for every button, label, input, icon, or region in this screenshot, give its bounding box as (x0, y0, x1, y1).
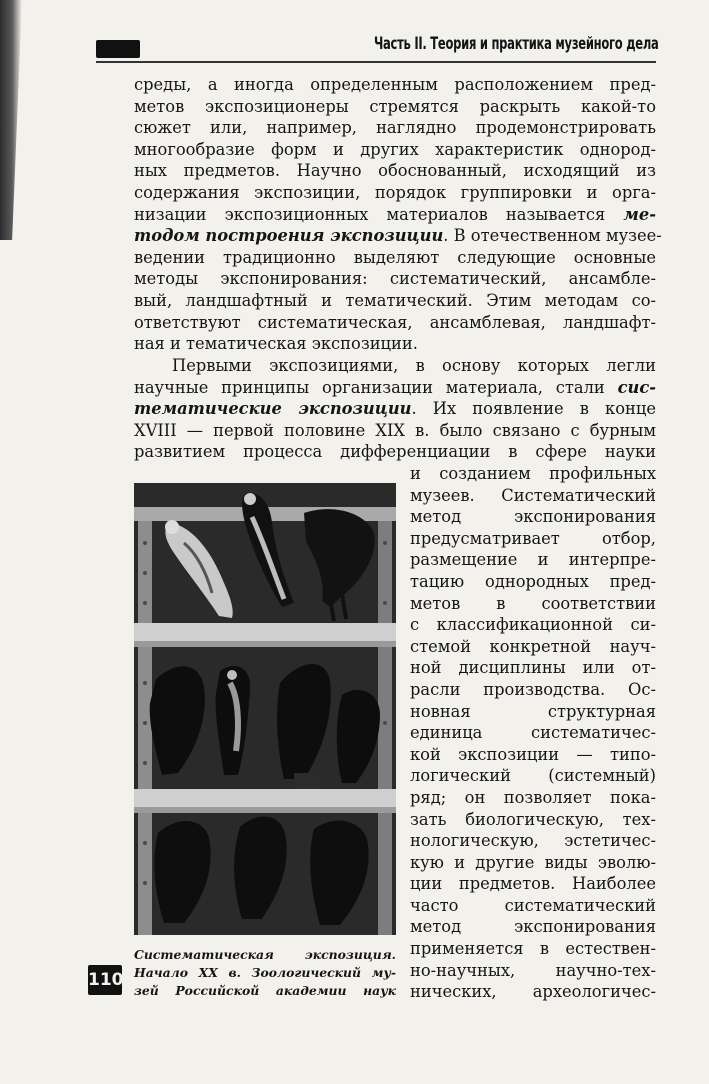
text-line: ответствуют систематическая, ансамблевая, ландшафт- (134, 312, 656, 332)
text-run: . Их появление в конце (411, 399, 656, 419)
text-line: нологическую, эстетичес- (410, 831, 656, 851)
text-line: с классификационной си- (410, 615, 656, 635)
text-line: предусматривает отбор, (410, 528, 656, 548)
header-rule (96, 61, 656, 63)
text-line: музеев. Систематический (410, 485, 656, 505)
text-line: вый, ландшафтный и тематический. Этим методам со- (134, 290, 656, 310)
text-line: XVIII — первой половине XIX в. было связано с бурным (134, 420, 656, 440)
text-line: метод экспонирования (410, 507, 656, 527)
text-line: тацию однородных пред- (410, 571, 656, 591)
text-line: ных предметов. Научно обоснованный, исходящий из (134, 161, 656, 181)
text-line: ной дисциплины или от- (410, 658, 656, 678)
text-run: . В отечественном музее- (443, 226, 662, 246)
emphasized-term: тематические экспозиции (134, 399, 412, 419)
text-line: Первыми экспозициями, в основу которых легли (172, 356, 656, 375)
text-line: ции предметов. Наиболее (410, 874, 656, 894)
text-line: метов экспозиционеры стремятся раскрыть какой-то (134, 96, 656, 116)
paragraph-2 (134, 355, 656, 463)
emphasized-term: сис- (617, 377, 656, 397)
text-line: размещение и интерпре- (410, 550, 656, 570)
page-number: 110 (88, 965, 122, 995)
caption-line: зей Российской академии наук (134, 983, 396, 998)
text-run: низации экспозиционных материалов называется (134, 204, 606, 224)
text-line: методы экспонирования: систематический, ансамбле- (134, 269, 656, 289)
text-column-right (410, 463, 656, 1003)
figure-caption (134, 946, 396, 1000)
text-line: но-научных, научно-тех- (410, 960, 656, 980)
text-line (134, 225, 662, 247)
text-run: научные принципы организации материала, стали (134, 377, 605, 397)
paragraph-1 (134, 74, 662, 355)
emphasized-term: тодом построения экспозиции (134, 226, 444, 246)
emphasized-term: ме- (623, 204, 656, 224)
text-line (134, 398, 656, 420)
text-line: ведении традиционно выделяют следующие основные (134, 247, 656, 267)
text-line: применяется в естествен- (410, 939, 656, 959)
text-line: зать биологическую, тех- (410, 809, 656, 829)
text-line: среды, а иногда определенным расположением пред- (134, 75, 656, 94)
header-marker-bar (96, 40, 140, 58)
running-head: Часть II. Теория и практика музейного дела (374, 34, 659, 54)
text-line: логический (системный) (410, 766, 656, 786)
book-binding-shadow (0, 0, 22, 240)
text-line: метод экспонирования (410, 917, 656, 937)
text-line: нических, археологичес- (410, 982, 656, 1002)
text-line: стемой конкретной науч- (410, 636, 656, 656)
text-line: развитием процесса дифференциации в сфере науки (134, 442, 656, 462)
bird-display-illustration (134, 483, 396, 935)
text-line: часто систематический (410, 895, 656, 915)
text-line: кой экспозиции — типо- (410, 744, 656, 764)
text-line: ряд; он позволяет пока- (410, 787, 656, 807)
text-line: новная структурная (410, 701, 656, 721)
caption-line: Начало XX в. Зоологический му- (134, 965, 396, 980)
text-line (134, 204, 656, 226)
text-line: сюжет или, например, наглядно продемонстрировать (134, 118, 656, 138)
text-line: содержания экспозиции, порядок группировки и орга- (134, 182, 656, 202)
text-line: ная и тематическая экспозиции. (134, 334, 418, 354)
caption-line: Систематическая экспозиция. (134, 947, 396, 962)
text-line: и созданием профильных (410, 464, 656, 483)
text-line: единица систематичес- (410, 723, 656, 743)
text-line (134, 377, 656, 399)
text-line: расли производства. Ос- (410, 679, 656, 699)
text-line: метов в соответствии (410, 593, 656, 613)
text-line: многообразие форм и других характеристик однород- (134, 139, 656, 159)
text-line: кую и другие виды эволю- (410, 852, 656, 872)
museum-photo (134, 483, 396, 935)
